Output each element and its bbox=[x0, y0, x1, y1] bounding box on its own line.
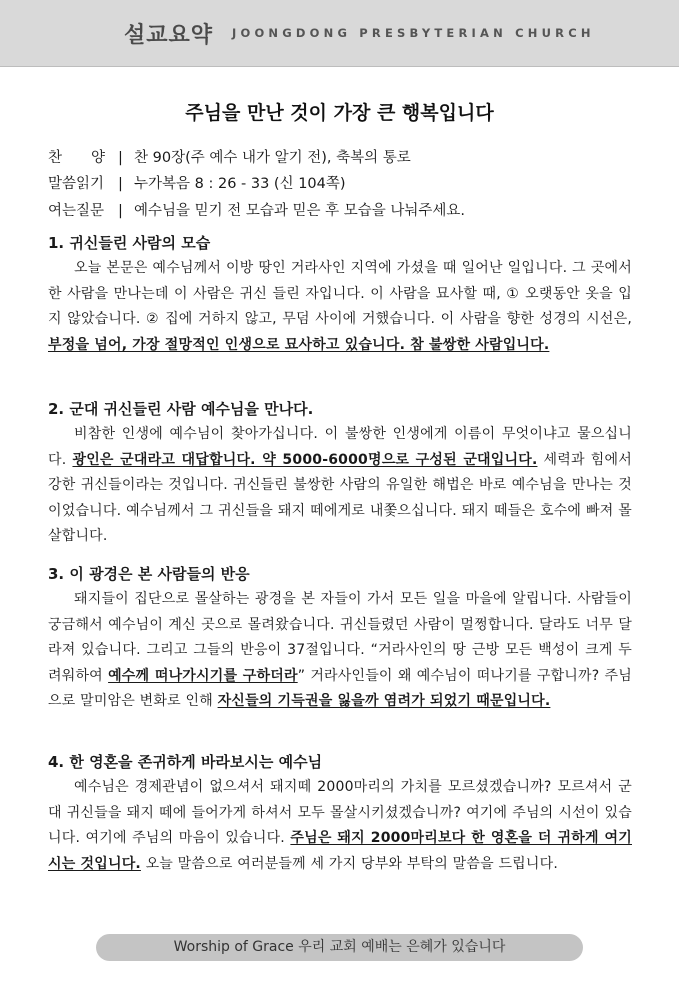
body-text: ” 거라사인들이 왜 예수님이 떠나기를 구합니까? 주님으로 말미암은 변화로 인해 bbox=[48, 667, 633, 710]
section-2 bbox=[48, 398, 632, 550]
info-value: 찬 90장(주 예수 내가 알기 전), 축복의 통로 bbox=[134, 150, 411, 166]
section-body bbox=[48, 256, 632, 358]
section-heading: 4. 한 영혼을 존귀하게 바라보시는 예수님 bbox=[48, 753, 323, 771]
body-text: 세력과 힘에서 강한 귀신들이라는 것입니다. 귀신들린 불쌍한 사람의 유일한 해법은 바로 예수님을 만나는 것이었습니다. 예수님께서 그 귀신들을 돼지 떼에게로 내쫓으십니다. 돼지 떼들은 호수에 빠져 몰살합니다. bbox=[48, 451, 632, 545]
section-body bbox=[48, 422, 632, 550]
body-text: 돼지들이 집단으로 몰살하는 광경을 본 자들이 가서 모든 일을 마을에 알립니다. 사람들이 궁금해서 예수님이 계신 곳으로 몰려왔습니다. 귀신들렸던 사람이 멀쩡합니다. 달라도 너무 달라져 있습니다. 그리고 그들의 반응이 37절입니다. “거라사인의 땅 근방 모든 백성이 크게 두려워하여 bbox=[48, 591, 632, 684]
section-body bbox=[48, 775, 632, 877]
emphasis-text: 예수께 떠나가시기를 구하더라 bbox=[108, 667, 298, 684]
emphasis-text: 광인은 군대라고 대답합니다. 약 5000-6000명으로 구성된 군대입니다. bbox=[72, 451, 538, 468]
header-band bbox=[0, 0, 679, 67]
info-label: 말씀읽기 bbox=[48, 176, 105, 192]
section-1 bbox=[48, 232, 632, 358]
section-body bbox=[48, 587, 632, 715]
body-text: 예수님은 경제관념이 없으셔서 돼지떼 2000마리의 가치를 모르셨겠습니까? 모르셔서 군대 귀신들을 돼지 떼에 들어가게 하셔서 모두 몰살시키셨겠습니까? 여기에 주님의 시선이 있습니다. 여기에 주님의 마음이 있습니다. bbox=[48, 779, 632, 847]
section-heading: 2. 군대 귀신들린 사람 예수님을 만나다. bbox=[48, 400, 314, 418]
section-heading: 1. 귀신들린 사람의 모습 bbox=[48, 234, 211, 252]
info-value: 예수님을 믿기 전 모습과 믿은 후 모습을 나눠주세요. bbox=[134, 203, 466, 219]
section-heading: 3. 이 광경은 본 사람들의 반응 bbox=[48, 565, 250, 583]
emphasis-text: 부정을 넘어, 가장 절망적인 인생으로 묘사하고 있습니다. 참 불쌍한 사람입니다. bbox=[48, 336, 550, 353]
body-text: 오늘 말씀으로 여러분들께 세 가지 당부와 부탁의 말씀을 드립니다. bbox=[140, 855, 558, 872]
info-value: 누가복음 8 : 26 - 33 (신 104쪽) bbox=[134, 176, 346, 192]
info-separator: | bbox=[118, 203, 123, 219]
info-separator: | bbox=[118, 176, 123, 192]
header-title: 설교요약 bbox=[124, 23, 214, 48]
info-label: 찬 양 bbox=[48, 150, 106, 166]
info-row-question bbox=[48, 199, 465, 220]
body-text: 오늘 본문은 예수님께서 이방 땅인 거라사인 지역에 가셨을 때 일어난 일입니다. 그 곳에서 한 사람을 만나는데 이 사람은 귀신 들린 자입니다. 이 사람을 묘사할 때, ① 오랫동안 옷을 입지 않았습니다. ② 집에 거하지 않고, 무덤 사이에 거했습니다. 이 사람을 향한 성경의 시선은, bbox=[48, 260, 632, 328]
info-row-reading bbox=[48, 172, 346, 193]
section-3 bbox=[48, 563, 632, 715]
header-subtitle: JOONGDONG PRESBYTERIAN CHURCH bbox=[232, 26, 595, 40]
emphasis-text: 주님은 돼지 2000마리보다 한 영혼을 더 귀하게 여기시는 것입니다. bbox=[48, 830, 632, 872]
emphasis-text: 자신들의 기득권을 잃을까 염려가 되었기 때문입니다. bbox=[217, 693, 551, 710]
sermon-title: 주님을 만난 것이 가장 큰 행복입니다 bbox=[185, 102, 494, 124]
footer-banner: Worship of Grace 우리 교회 예배는 은혜가 있습니다 bbox=[96, 934, 583, 961]
info-row-hymn bbox=[48, 146, 411, 167]
info-label: 여는질문 bbox=[48, 203, 105, 219]
section-4 bbox=[48, 751, 632, 877]
body-text: 비참한 인생에 예수님이 찾아가십니다. 이 불쌍한 인생에게 이름이 무엇이냐고 물으십니다. bbox=[48, 426, 632, 468]
info-separator: | bbox=[118, 150, 123, 166]
